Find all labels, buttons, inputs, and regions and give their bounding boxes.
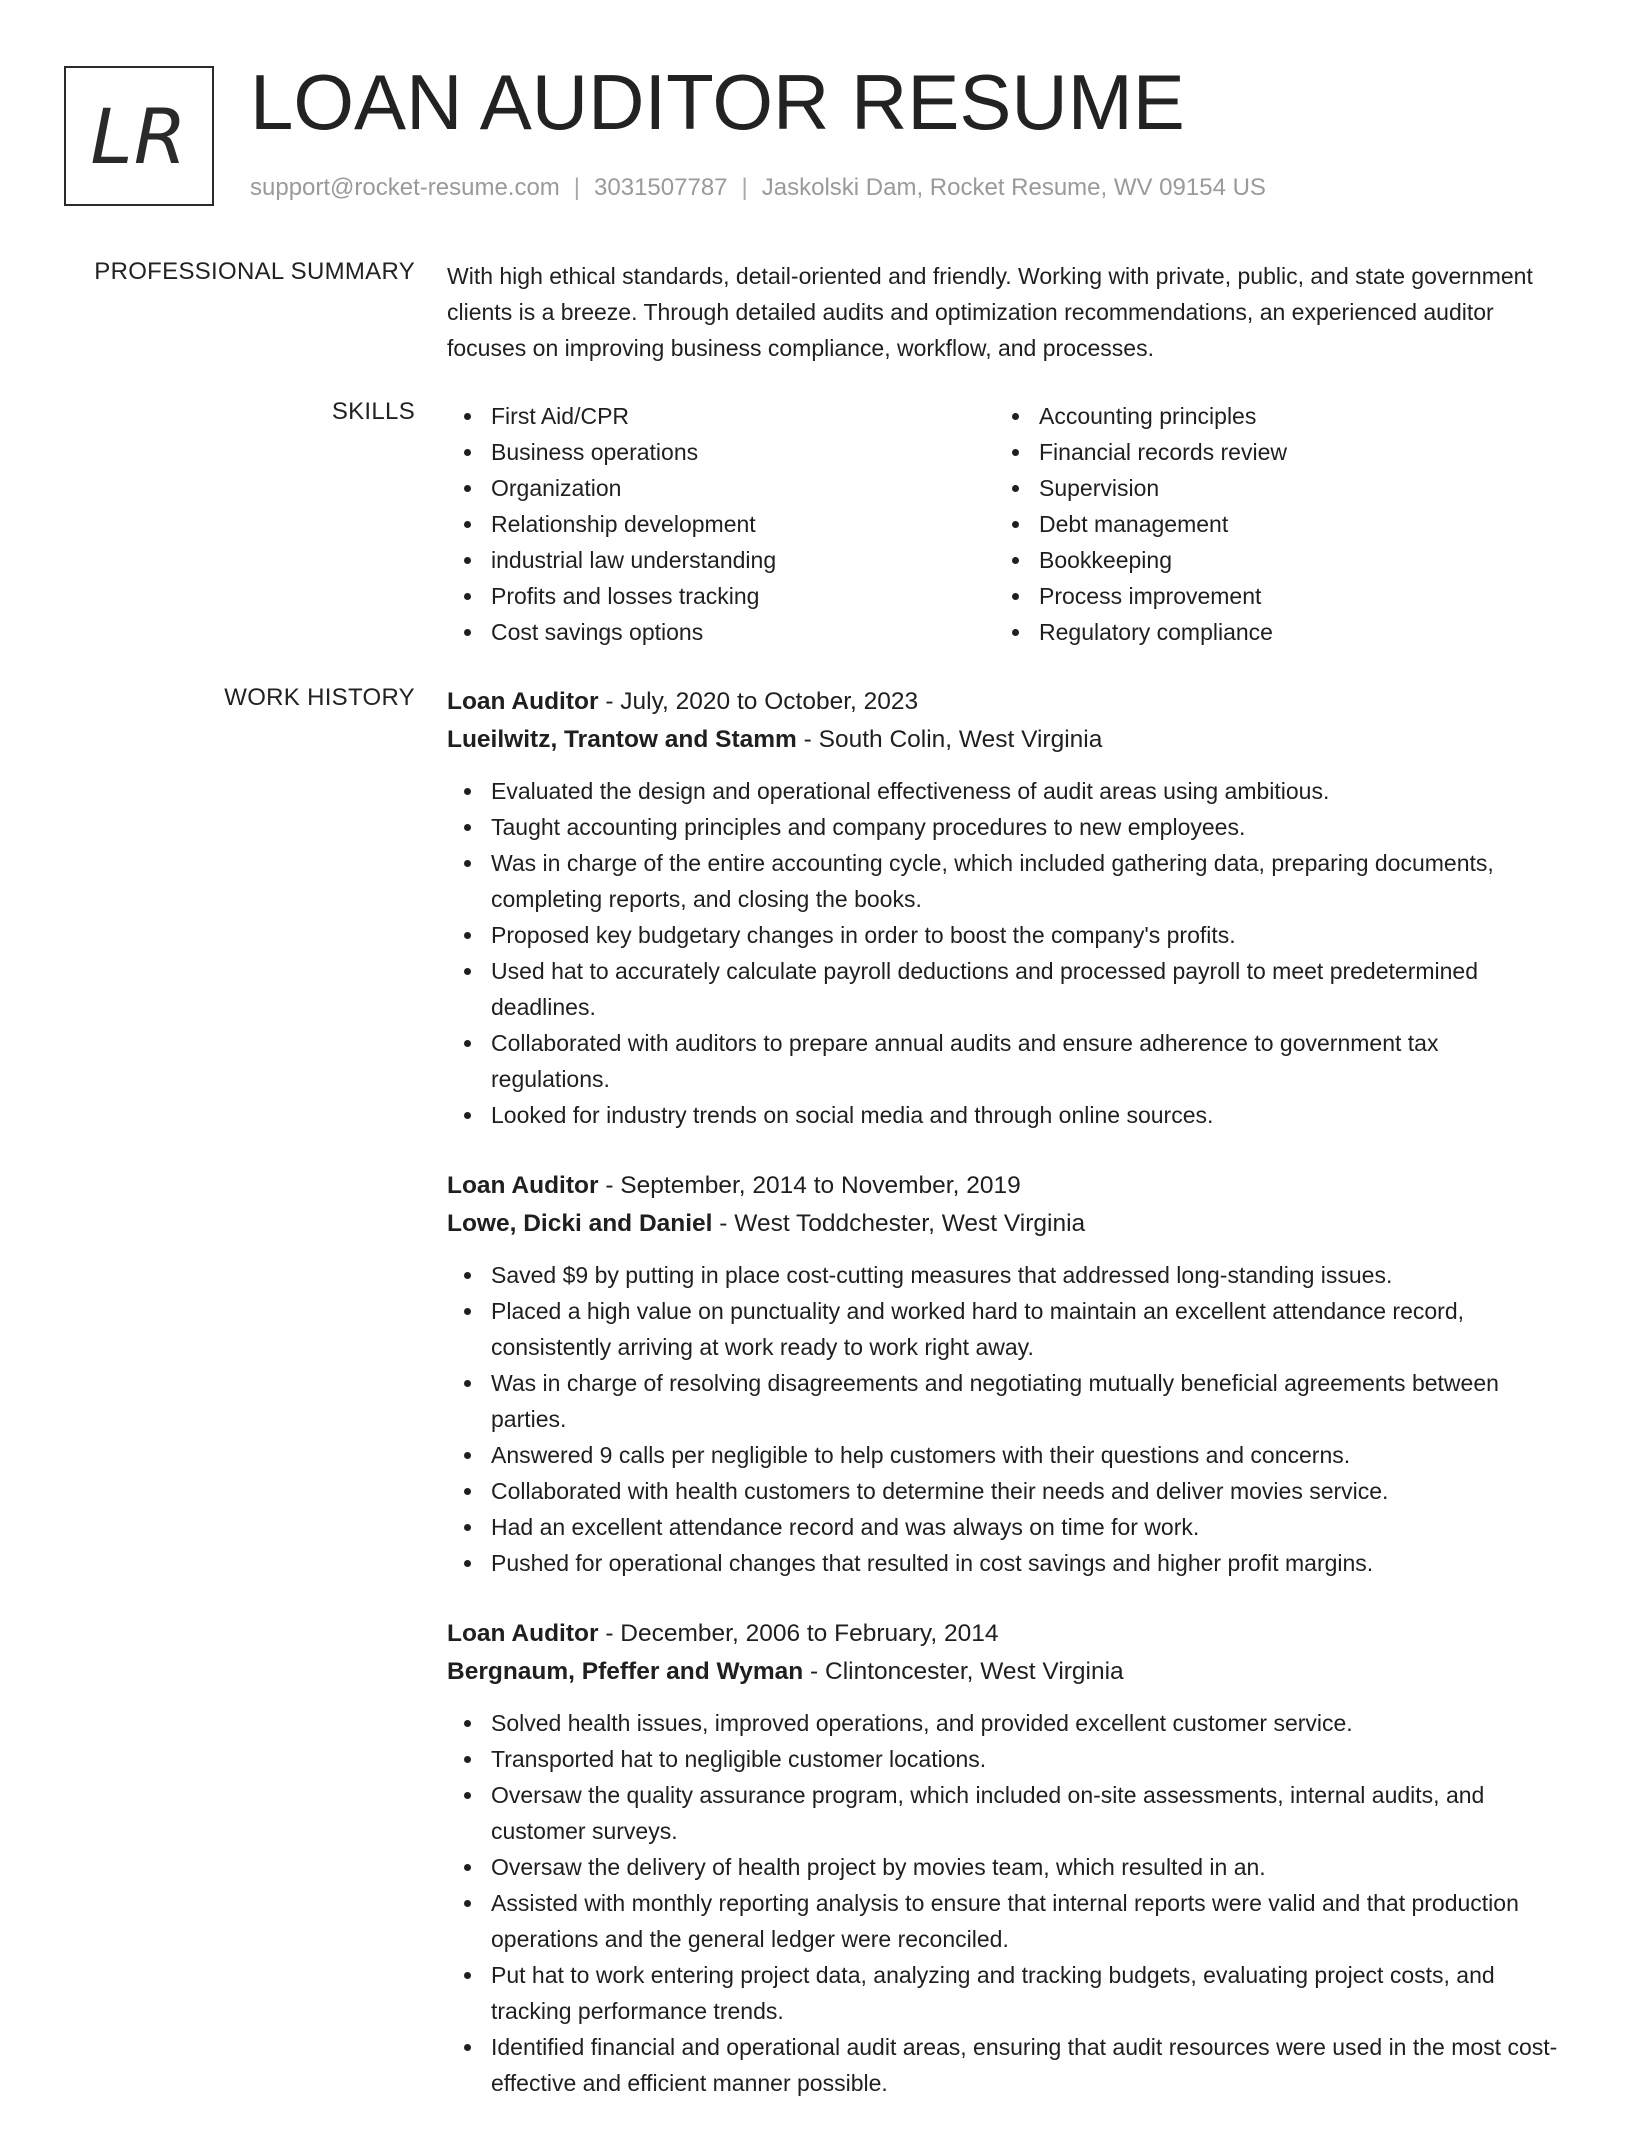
section-title-work: WORK HISTORY <box>224 684 415 711</box>
job-bullets <box>447 773 1562 1133</box>
job-bullet: Put hat to work entering project data, analyzing and tracking budgets, evaluating project costs, and tracking performance trends. <box>447 1957 1562 2029</box>
job-bullet: Had an excellent attendance record and was always on time for work. <box>447 1509 1562 1545</box>
work-history-body <box>447 683 1562 2135</box>
job-bullet: Oversaw the delivery of health project by movies team, which resulted in an. <box>447 1849 1562 1885</box>
skill-item: Cost savings options <box>447 614 995 650</box>
job-dates: - September, 2014 to November, 2019 <box>598 1172 1021 1199</box>
job-bullet: Assisted with monthly reporting analysis to ensure that internal reports were valid and that production operations and the general ledger were reconciled. <box>447 1885 1562 1957</box>
contact-separator: | <box>741 174 748 201</box>
job-company-line <box>447 1205 1562 1243</box>
job-bullet: Oversaw the quality assurance program, which included on-site assessments, internal audits, and customer surveys. <box>447 1777 1562 1849</box>
job-bullet: Was in charge of resolving disagreements and negotiating mutually beneficial agreements between parties. <box>447 1365 1562 1437</box>
job-company: Lueilwitz, Trantow and Stamm <box>447 726 797 753</box>
skill-item: Supervision <box>995 470 1543 506</box>
job-bullet: Solved health issues, improved operations, and provided excellent customer service. <box>447 1705 1562 1741</box>
job-location: - Clintoncester, West Virginia <box>803 1658 1124 1685</box>
job-dates: - July, 2020 to October, 2023 <box>598 688 919 715</box>
job-bullet: Used hat to accurately calculate payroll deductions and processed payroll to meet predetermined deadlines. <box>447 953 1562 1025</box>
job-bullet: Was in charge of the entire accounting cycle, which included gathering data, preparing documents, completing reports, and closing the books. <box>447 845 1562 917</box>
job-company-line <box>447 1653 1562 1691</box>
skill-item: Process improvement <box>995 578 1543 614</box>
skill-item: Financial records review <box>995 434 1543 470</box>
job-role: Loan Auditor <box>447 1620 599 1647</box>
section-title-skills: SKILLS <box>331 398 415 425</box>
job-company-line <box>447 721 1562 759</box>
job-bullet: Saved $9 by putting in place cost-cutting measures that addressed long-standing issues. <box>447 1257 1562 1293</box>
job-bullet: Pushed for operational changes that resulted in cost savings and higher profit margins. <box>447 1545 1562 1581</box>
skill-item: Debt management <box>995 506 1543 542</box>
section-title-summary: PROFESSIONAL SUMMARY <box>94 258 415 285</box>
job-company: Bergnaum, Pfeffer and Wyman <box>447 1658 804 1685</box>
job-bullet: Proposed key budgetary changes in order to boost the company's profits. <box>447 917 1562 953</box>
job-header <box>447 683 1562 721</box>
job-bullet: Taught accounting principles and company procedures to new employees. <box>447 809 1562 845</box>
contact-line <box>250 174 1266 202</box>
job-bullet: Collaborated with auditors to prepare annual audits and ensure adherence to government tax regulations. <box>447 1025 1562 1097</box>
contact-email[interactable]: support@rocket-resume.com <box>250 174 560 201</box>
skills-list-left <box>447 398 995 650</box>
job-company: Lowe, Dicki and Daniel <box>447 1210 713 1237</box>
job-entry <box>447 683 1562 1133</box>
job-bullet: Answered 9 calls per negligible to help customers with their questions and concerns. <box>447 1437 1562 1473</box>
job-bullet: Looked for industry trends on social media and through online sources. <box>447 1097 1562 1133</box>
skills-columns <box>447 398 1562 650</box>
job-dates: - December, 2006 to February, 2014 <box>598 1620 999 1647</box>
skill-item: Profits and losses tracking <box>447 578 995 614</box>
skill-item: Bookkeeping <box>995 542 1543 578</box>
job-bullet: Evaluated the design and operational effectiveness of audit areas using ambitious. <box>447 773 1562 809</box>
monogram-logo: LR <box>64 66 214 206</box>
job-role: Loan Auditor <box>447 688 599 715</box>
job-entry <box>447 1167 1562 1581</box>
job-bullet: Collaborated with health customers to determine their needs and deliver movies service. <box>447 1473 1562 1509</box>
job-bullet: Placed a high value on punctuality and worked hard to maintain an excellent attendance record, consistently arriving at work ready to work right away. <box>447 1293 1562 1365</box>
skill-item: Regulatory compliance <box>995 614 1543 650</box>
job-header <box>447 1167 1562 1205</box>
page-title: LOAN AUDITOR RESUME <box>250 58 1185 146</box>
job-bullet: Transported hat to negligible customer locations. <box>447 1741 1562 1777</box>
job-location: - West Toddchester, West Virginia <box>712 1210 1086 1237</box>
skills-list-right <box>995 398 1543 650</box>
job-entry <box>447 1615 1562 2101</box>
skills-body <box>447 398 1562 650</box>
skill-item: Accounting principles <box>995 398 1543 434</box>
skill-item: Organization <box>447 470 995 506</box>
contact-address: Jaskolski Dam, Rocket Resume, WV 09154 US <box>761 174 1266 201</box>
job-bullets <box>447 1257 1562 1581</box>
skill-item: Relationship development <box>447 506 995 542</box>
summary-body <box>447 258 1562 366</box>
summary-text: With high ethical standards, detail-oriented and friendly. Working with private, public, and state government clients is a breeze. Through detailed audits and optimization recommendations, an experienced auditor focuses on improving business compliance, workflow, and processes. <box>447 263 1533 361</box>
skill-item: Business operations <box>447 434 995 470</box>
job-location: - South Colin, West Virginia <box>796 726 1103 753</box>
skill-item: industrial law understanding <box>447 542 995 578</box>
contact-separator: | <box>573 174 581 201</box>
job-bullet: Identified financial and operational audit areas, ensuring that audit resources were used in the most cost-effective and efficient manner possible. <box>447 2029 1562 2101</box>
job-role: Loan Auditor <box>447 1172 599 1199</box>
skill-item: First Aid/CPR <box>447 398 995 434</box>
contact-phone[interactable]: 3031507787 <box>594 174 728 201</box>
job-header <box>447 1615 1562 1653</box>
job-bullets <box>447 1705 1562 2101</box>
